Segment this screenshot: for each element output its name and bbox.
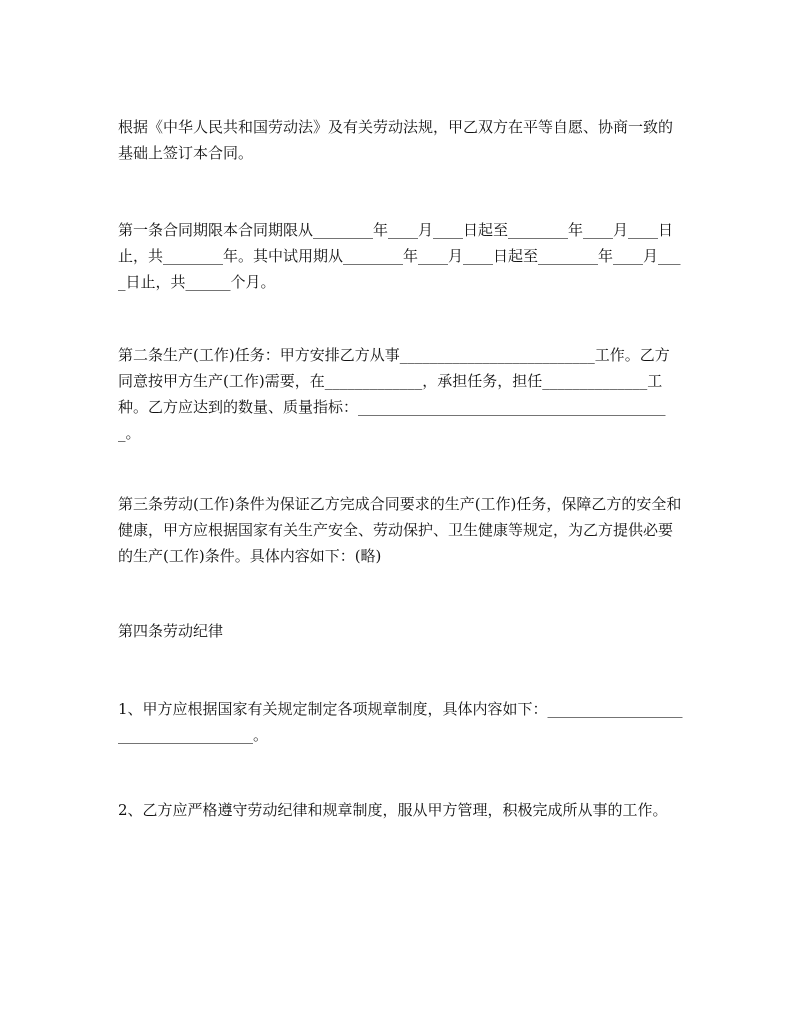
paragraph-article-3-work-conditions: 第三条劳动(工作)条件为保证乙方完成合同要求的生产(工作)任务，保障乙方的安全和健康，甲方应根据国家有关生产安全、劳动保护、卫生健康等规定，为乙方提供必要的生产(工作)条件。具体内容如下：(略) — [118, 495, 682, 565]
paragraph-article-2-work-task: 第二条生产(工作)任务：甲方安排乙方从事__________________________工作。乙方同意按甲方生产(工作)需要，在_____________，承担任务，担任______________工种。乙方应达到的数量、质量指标：__________________________________________。 — [118, 346, 670, 442]
paragraph-article-4-item-1: 1、甲方应根据国家有关规定制定各项规章制度，具体内容如下：____________________________________。 — [118, 700, 683, 744]
paragraph-article-4-item-2: 2、乙方应严格遵守劳动纪律和规章制度，服从甲方管理，积极完成所从事的工作。 — [118, 801, 668, 819]
paragraph-article-1-contract-term: 第一条合同期限本合同期限从________年____月____日起至________年____月____日止，共________年。其中试用期从________年____月____日起至________年____月____日止，共______个月。 — [118, 221, 681, 291]
heading-article-4-labor-discipline: 第四条劳动纪律 — [118, 622, 224, 640]
paragraph-preamble: 根据《中华人民共和国劳动法》及有关劳动法规，甲乙双方在平等自愿、协商一致的基础上签订本合同。 — [118, 118, 674, 162]
